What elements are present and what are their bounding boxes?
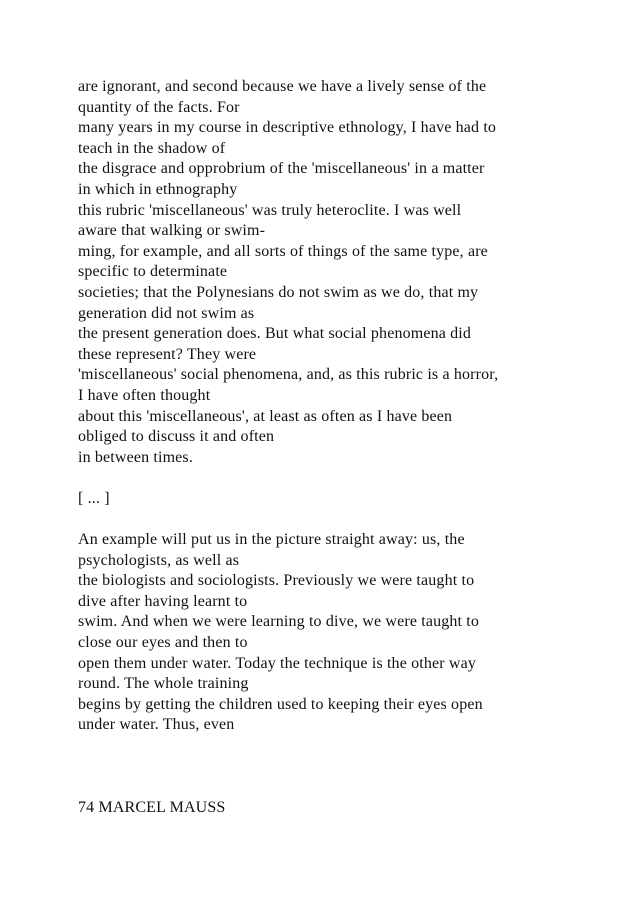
text-line: the present generation does. But what social phenomena did [78, 325, 472, 343]
paragraph-spacer [78, 509, 618, 530]
text-line: generation did not swim as [78, 304, 255, 322]
paragraph-spacer [78, 468, 618, 489]
text-line: aware that walking or swim- [78, 222, 266, 240]
text-line: open them under water. Today the technique is the other way [78, 654, 476, 672]
ellipsis-marker: [ ... ] [78, 489, 110, 507]
paragraph-spacer [78, 736, 618, 757]
text-line: ming, for example, and all sorts of things of the same type, are [78, 242, 488, 260]
page-footer: 74 MARCEL MAUSS [78, 798, 226, 816]
text-line: dive after having learnt to [78, 592, 248, 610]
paragraph-1 [78, 77, 618, 468]
text-line: the disgrace and opprobrium of the 'miscellaneous' in a matter [78, 160, 485, 178]
text-line: 'miscellaneous' social phenomena, and, as this rubric is a horror, [78, 366, 499, 384]
document-body [78, 77, 618, 818]
text-line: specific to determinate [78, 263, 228, 281]
text-line: swim. And when we were learning to dive, we were taught to [78, 613, 480, 631]
text-line: in which in ethnography [78, 180, 238, 198]
text-line: psychologists, as well as [78, 551, 240, 569]
text-line: obliged to discuss it and often [78, 428, 275, 446]
paragraph-spacer [78, 757, 618, 778]
text-line: I have often thought [78, 386, 211, 404]
text-line: quantity of the facts. For [78, 98, 240, 116]
text-line: societies; that the Polynesians do not swim as we do, that my [78, 283, 479, 301]
text-line: are ignorant, and second because we have a lively sense of the [78, 78, 487, 95]
text-line: the biologists and sociologists. Previously we were taught to [78, 572, 475, 590]
text-line: begins by getting the children used to keeping their eyes open [78, 695, 483, 713]
text-line: many years in my course in descriptive ethnology, I have had to [78, 119, 497, 137]
text-line: about this 'miscellaneous', at least as often as I have been [78, 407, 453, 425]
text-line: teach in the shadow of [78, 139, 226, 157]
paragraph-2 [78, 530, 618, 736]
text-line: An example will put us in the picture straight away: us, the [78, 531, 465, 549]
paragraph-spacer [78, 777, 618, 798]
text-line: under water. Thus, even [78, 716, 235, 734]
text-line: close our eyes and then to [78, 634, 248, 652]
text-line: round. The whole training [78, 675, 249, 693]
text-line: this rubric 'miscellaneous' was truly heteroclite. I was well [78, 201, 462, 219]
text-line: in between times. [78, 448, 193, 466]
text-line: these represent? They were [78, 345, 257, 363]
